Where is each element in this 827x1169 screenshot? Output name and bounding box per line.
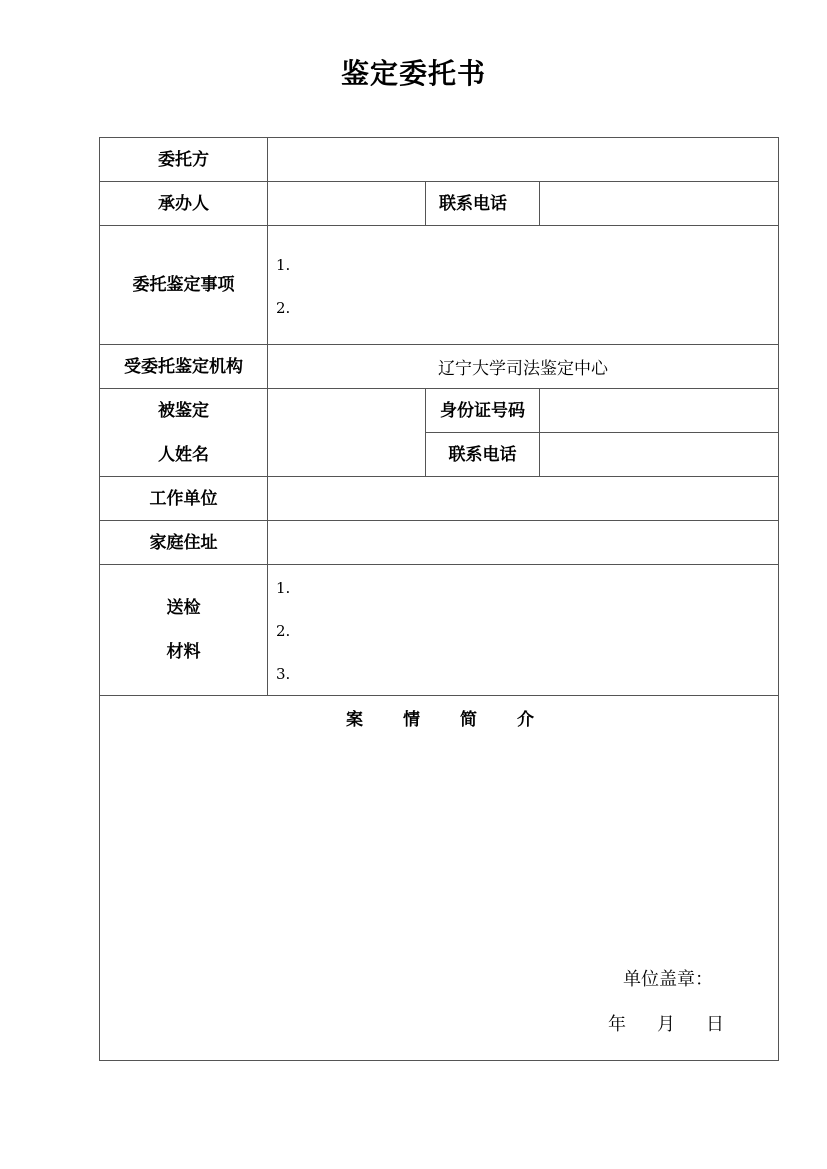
unit-seal-label: 单位盖章： xyxy=(623,969,713,990)
matters-item-1: 1. xyxy=(276,256,291,274)
work-unit-label: 工作单位 xyxy=(149,488,218,509)
materials-label-line2: 材料 xyxy=(166,642,201,662)
case-title-char: 简 xyxy=(460,710,477,730)
client-label: 委托方 xyxy=(158,149,209,170)
matters-label: 委托鉴定事项 xyxy=(132,275,235,295)
home-address-label: 家庭住址 xyxy=(149,532,218,553)
materials-label-line1: 送检 xyxy=(166,598,201,618)
institution-value: 辽宁大学司法鉴定中心 xyxy=(438,359,608,379)
case-title-char: 案 xyxy=(346,710,363,730)
col-divider xyxy=(267,138,268,695)
col-divider xyxy=(539,388,540,476)
person-label-line1: 被鉴定 xyxy=(158,400,209,421)
person-label-line2: 人姓名 xyxy=(158,444,209,465)
matters-item-2: 2. xyxy=(276,299,291,317)
date-day: 日 xyxy=(706,1014,724,1035)
handler-label: 承办人 xyxy=(158,193,209,214)
person-name-label xyxy=(100,389,267,476)
person-phone-label: 联系电话 xyxy=(448,444,517,465)
materials-label xyxy=(100,565,267,695)
document-title: 鉴定委托书 xyxy=(340,57,486,90)
row-divider xyxy=(100,695,778,696)
contact-phone-label: 联系电话 xyxy=(439,193,507,214)
materials-item-1: 1. xyxy=(276,579,291,597)
commission-form-table xyxy=(99,137,779,1061)
date-year: 年 xyxy=(608,1014,626,1035)
case-title-char: 情 xyxy=(403,710,420,730)
col-divider xyxy=(539,181,540,225)
materials-item-2: 2. xyxy=(276,622,291,640)
materials-item-3: 3. xyxy=(276,665,291,683)
date-month: 月 xyxy=(657,1014,675,1035)
institution-label: 受委托鉴定机构 xyxy=(124,356,243,377)
id-number-label: 身份证号码 xyxy=(440,400,525,421)
case-summary-title xyxy=(100,705,780,730)
case-title-char: 介 xyxy=(517,710,534,730)
